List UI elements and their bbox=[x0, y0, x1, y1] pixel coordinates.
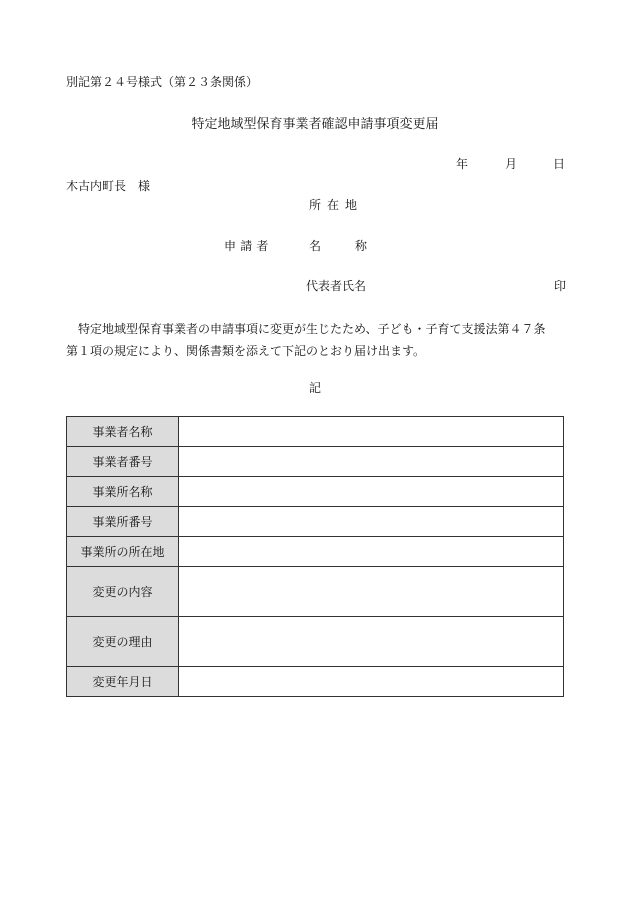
addressee: 木古内町長 様 bbox=[66, 179, 151, 193]
document-title: 特定地域型保育事業者確認申請事項変更届 bbox=[191, 117, 439, 132]
row-label-business-name: 事業者名称 bbox=[67, 417, 179, 447]
business-number-field[interactable] bbox=[179, 447, 564, 477]
date-month-label: 月 bbox=[505, 157, 518, 171]
table-row bbox=[67, 507, 564, 537]
body-text-line-1: 特定地域型保育事業者の申請事項に変更が生じたため、子ども・子育て支援法第４７条 bbox=[78, 322, 546, 336]
table-row bbox=[67, 567, 564, 617]
table-row bbox=[67, 477, 564, 507]
change-content-field[interactable] bbox=[179, 567, 564, 617]
row-label-facility-address: 事業所の所在地 bbox=[67, 537, 179, 567]
row-label-facility-number: 事業所番号 bbox=[67, 507, 179, 537]
table-row bbox=[67, 447, 564, 477]
name-label-2: 称 bbox=[355, 239, 368, 253]
facility-name-field[interactable] bbox=[179, 477, 564, 507]
facility-address-field[interactable] bbox=[179, 537, 564, 567]
date-day-label: 日 bbox=[553, 157, 566, 171]
body-text bbox=[66, 318, 566, 362]
body-text-line-2: 第１項の規定により、関係書類を添えて下記のとおり届け出ます。 bbox=[66, 344, 426, 358]
name-label-1: 名 bbox=[309, 239, 322, 253]
table-row bbox=[67, 617, 564, 667]
details-table bbox=[66, 416, 564, 697]
seal-label: 印 bbox=[554, 279, 567, 293]
applicant-label: 申請者 bbox=[224, 239, 273, 253]
row-label-facility-name: 事業所名称 bbox=[67, 477, 179, 507]
row-label-change-date: 変更年月日 bbox=[67, 667, 179, 697]
date-year-label: 年 bbox=[456, 157, 469, 171]
row-label-business-number: 事業者番号 bbox=[67, 447, 179, 477]
change-reason-field[interactable] bbox=[179, 617, 564, 667]
form-number: 別記第２４号様式（第２３条関係） bbox=[66, 75, 259, 89]
table-row bbox=[67, 537, 564, 567]
location-label: 所在地 bbox=[309, 198, 364, 212]
representative-label: 代表者氏名 bbox=[306, 279, 367, 293]
row-label-change-reason: 変更の理由 bbox=[67, 617, 179, 667]
note-label: 記 bbox=[308, 381, 321, 395]
row-label-change-content: 変更の内容 bbox=[67, 567, 179, 617]
table-row bbox=[67, 417, 564, 447]
facility-number-field[interactable] bbox=[179, 507, 564, 537]
change-date-field[interactable] bbox=[179, 667, 564, 697]
business-name-field[interactable] bbox=[179, 417, 564, 447]
table-row bbox=[67, 667, 564, 697]
